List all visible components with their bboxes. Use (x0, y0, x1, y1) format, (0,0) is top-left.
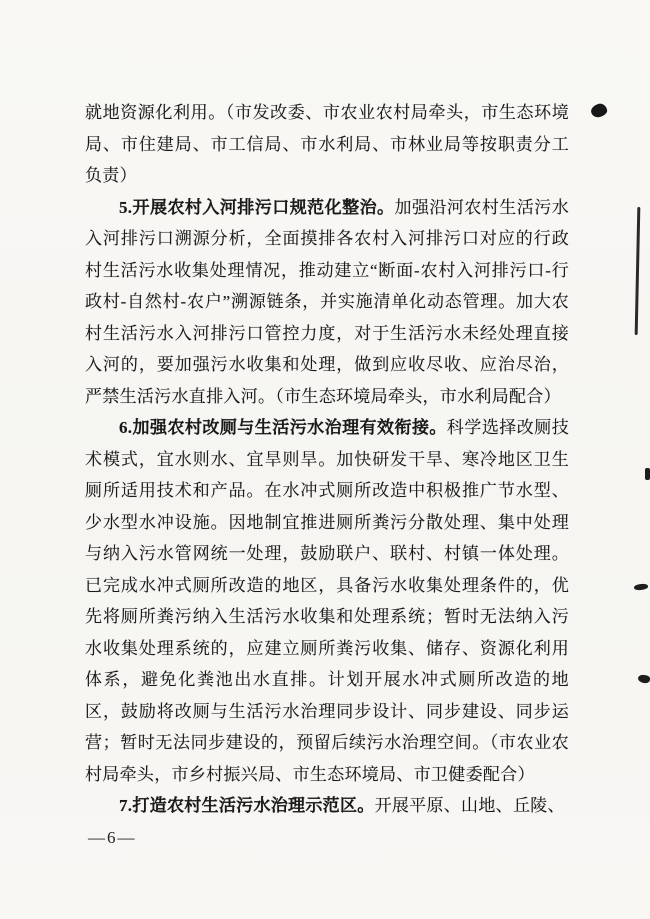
paragraph-heading: 5.开展农村入河排污口规范化整治。 (119, 197, 395, 217)
document-body (85, 97, 569, 822)
scan-artifact (634, 583, 649, 590)
scan-artifact (590, 102, 609, 118)
scan-artifact (635, 207, 641, 335)
scan-artifact (638, 674, 650, 684)
paragraph-item-6 (85, 412, 569, 790)
paragraph-heading: 7.打造农村生活污水治理示范区。 (119, 796, 375, 815)
paragraph-text: 就地资源化利用。（市发改委、市农业农村局牵头，市生态环境局、市住建局、市工信局、市水利局、市林业局等按职责分工负责） (85, 103, 569, 185)
paragraph-text: 开展平原、山地、丘陵、 (374, 796, 565, 815)
paragraph-item-5 (85, 192, 569, 413)
paragraph-item-7 (85, 790, 569, 822)
page-number: —6— (88, 828, 137, 847)
paragraph-continuation (85, 97, 569, 192)
scan-artifact (645, 468, 650, 480)
paragraph-heading: 6.加强农村改厕与生活污水治理有效衔接。 (119, 418, 447, 437)
paragraph-text: 科学选择改厕技术模式，宜水则水、宜旱则旱。加快研发干旱、寒冷地区卫生厕所适用技术和产品。在水冲式厕所改造中积极推广节水型、少水型水冲设施。因地制宜推进厕所粪污分散处理、集中处理与纳入污水管网统一处理，鼓励联户、联村、村镇一体处理。已完成水冲式厕所改造的地区，具备污水收集处理条件的，优先将厕所粪污纳入生活污水收集和处理系统；暂时无法纳入污水收集处理系统的，应建立厕所粪污收集、储存、资源化利用体系，避免化粪池出水直排。计划开展水冲式厕所改造的地区，鼓励将改厕与生活污水治理同步设计、同步建设、同步运营；暂时无法同步建设的，预留后续污水治理空间。（市农业农村局牵头，市乡村振兴局、市生态环境局、市卫健委配合） (85, 418, 569, 784)
paragraph-text: 加强沿河农村生活污水入河排污口溯源分析，全面摸排各农村入河排污口对应的行政村生活污水收集处理情况，推动建立“断面-农村入河排污口-行政村-自然村-农户”溯源链条，并实施清单化动态管理。加大农村生活污水入河排污口管控力度，对于生活污水未经处理直接入河的，要加强污水收集和处理，做到应收尽收、应治尽治，严禁生活污水直排入河。（市生态环境局牵头，市水利局配合） (85, 197, 569, 406)
